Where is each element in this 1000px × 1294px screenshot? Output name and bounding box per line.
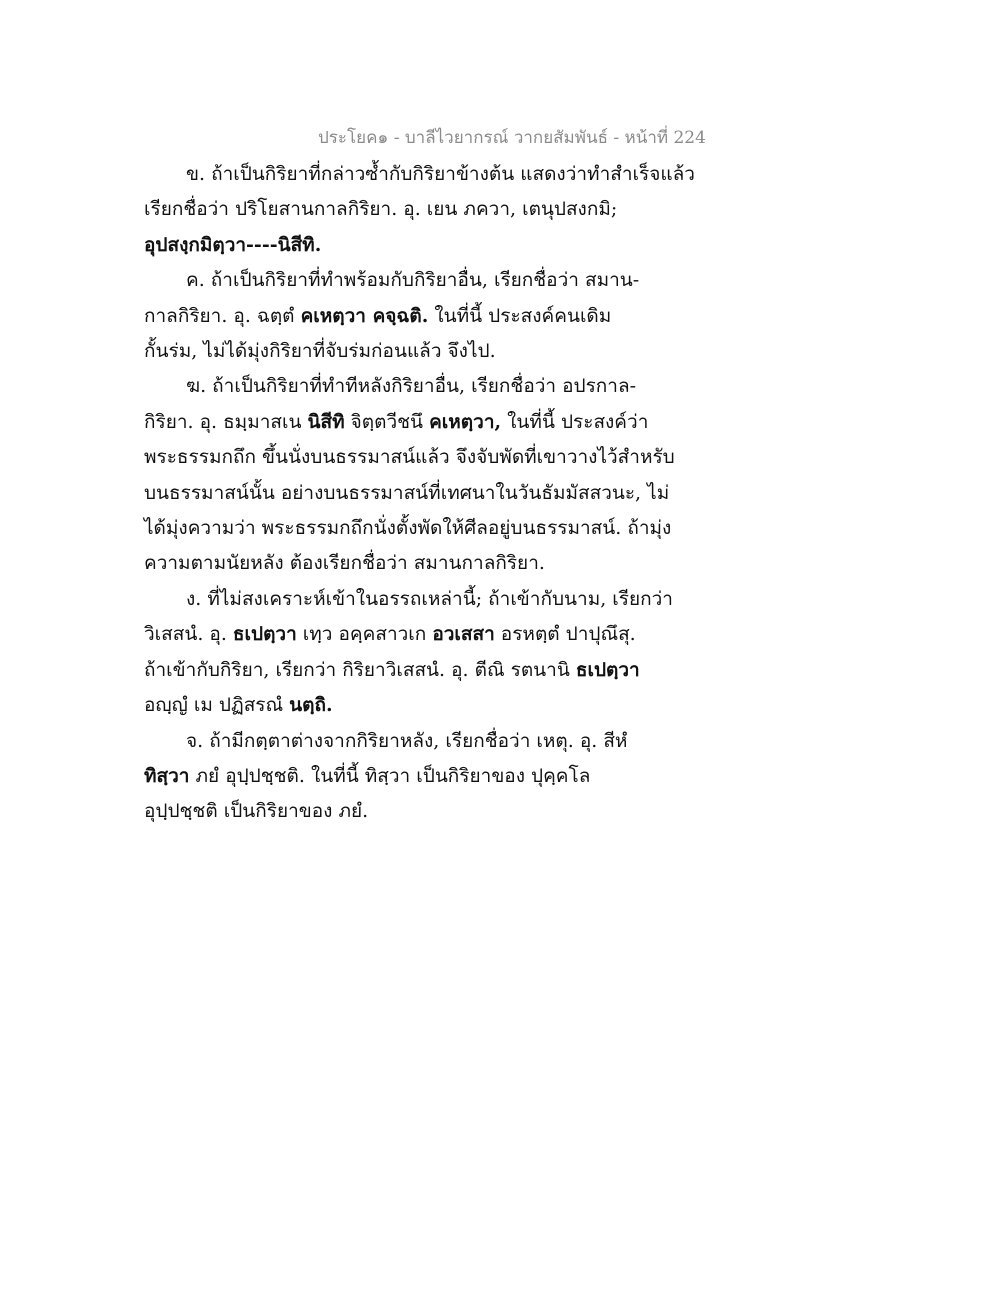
- text-segment: บนธรรมาสน์นั้น อย่างบนธรรมาสน์ที่เทศนาในวันธัมมัสสวนะ, ไม่: [144, 481, 670, 504]
- bold-term: คเหตฺวา คจฺฉติ.: [300, 304, 429, 327]
- bold-term: อุปสงฺกมิตฺวา----นิสีทิ.: [144, 233, 322, 256]
- paragraph: [144, 263, 704, 369]
- text-line: [144, 759, 704, 794]
- text-line: [144, 688, 704, 723]
- text-segment: ค. ถ้าเป็นกิริยาที่ทำพร้อมกับกิริยาอื่น, เรียกชื่อว่า สมาน-: [186, 269, 640, 292]
- bold-term: คเหตฺวา,: [429, 410, 502, 433]
- text-line: [144, 794, 704, 829]
- text-line: [144, 440, 704, 475]
- text-segment: ความตามนัยหลัง ต้องเรียกชื่อว่า สมานกาลกิริยา.: [144, 552, 545, 575]
- text-segment: เทฺว อคฺคสาวเก: [296, 623, 433, 646]
- bold-term: ธเปตฺวา: [575, 658, 640, 681]
- text-segment: ในที่นี้ ประสงค์ว่า: [501, 410, 649, 433]
- bold-term: นิสีทิ: [307, 410, 345, 433]
- text-line: [144, 334, 704, 369]
- text-segment: ภยํ อุปฺปชฺชติ. ในที่นี้ ทิสฺวา เป็นกิริยาของ ปุคฺคโล: [189, 764, 591, 787]
- text-line: [144, 299, 704, 334]
- paragraph: [144, 157, 704, 263]
- text-segment: จ. ถ้ามีกตฺตาต่างจากกิริยาหลัง, เรียกชื่อว่า เหตุ. อุ. สีหํ: [186, 729, 628, 752]
- text-line: [144, 476, 704, 511]
- bold-term: นตฺถิ.: [289, 694, 333, 717]
- text-segment: ฆ. ถ้าเป็นกิริยาที่ทำทีหลังกิริยาอื่น, เรียกชื่อว่า อปรกาล-: [186, 375, 637, 398]
- paragraph: [144, 582, 704, 724]
- document-body: [144, 157, 704, 830]
- text-segment: ได้มุ่งความว่า พระธรรมกถึกนั่งตั้งพัดให้ศีลอยู่บนธรรมาสน์. ถ้ามุ่ง: [144, 517, 672, 540]
- text-line: [144, 405, 704, 440]
- text-line: [144, 546, 704, 581]
- text-segment: ง. ที่ไม่สงเคราะห์เข้าในอรรถเหล่านี้; ถ้าเข้ากับนาม, เรียกว่า: [186, 587, 673, 610]
- text-segment: อุปฺปชฺชติ เป็นกิริยาของ ภยํ.: [144, 800, 369, 823]
- bold-term: ทิสฺวา: [144, 764, 190, 787]
- text-segment: ถ้าเข้ากับกิริยา, เรียกว่า กิริยาวิเสสนํ. อุ. ตีณิ รตนานิ: [144, 658, 576, 681]
- text-line: [144, 263, 704, 298]
- text-segment: ในที่นี้ ประสงค์คนเดิม: [428, 304, 612, 327]
- page-header: ประโยค๑ - บาลีไวยากรณ์ วากยสัมพันธ์ - หน้าที่ 224: [318, 128, 706, 148]
- text-line: [144, 228, 704, 263]
- text-segment: ข. ถ้าเป็นกิริยาที่กล่าวซ้ำกับกิริยาข้างต้น แสดงว่าทำสำเร็จแล้ว: [186, 163, 695, 185]
- text-segment: กาลกิริยา. อุ. ฉตฺตํ: [144, 304, 301, 327]
- text-line: [144, 617, 704, 652]
- text-line: [144, 724, 704, 759]
- text-segment: กั้นร่ม, ไม่ได้มุ่งกิริยาที่จับร่มก่อนแล้ว จึงไป.: [144, 340, 496, 363]
- text-segment: เรียกชื่อว่า ปริโยสานกาลกิริยา. อุ. เยน ภควา, เตนุปสงกมิ;: [144, 198, 618, 221]
- text-segment: กิริยา. อุ. ธมฺมาสเน: [144, 410, 308, 433]
- text-line: [144, 369, 704, 404]
- paragraph: [144, 369, 704, 581]
- text-line: [144, 192, 704, 227]
- text-line: [144, 511, 704, 546]
- text-segment: จิตฺตวีชนึ: [344, 410, 430, 433]
- text-line: [144, 157, 704, 192]
- text-line: [144, 582, 704, 617]
- text-segment: อญฺญํ เม ปฏิสรณํ: [144, 694, 290, 717]
- paragraph: [144, 724, 704, 830]
- bold-term: อวเสสา: [432, 623, 495, 646]
- text-line: [144, 653, 704, 688]
- text-segment: อรหตฺตํ ปาปุณึสุ.: [494, 623, 636, 646]
- text-segment: วิเสสนํ. อุ.: [144, 623, 233, 646]
- text-segment: พระธรรมกถึก ขึ้นนั่งบนธรรมาสน์แล้ว จึงจับพัดที่เขาวางไว้สำหรับ: [144, 446, 675, 469]
- bold-term: ธเปตฺวา: [232, 623, 297, 646]
